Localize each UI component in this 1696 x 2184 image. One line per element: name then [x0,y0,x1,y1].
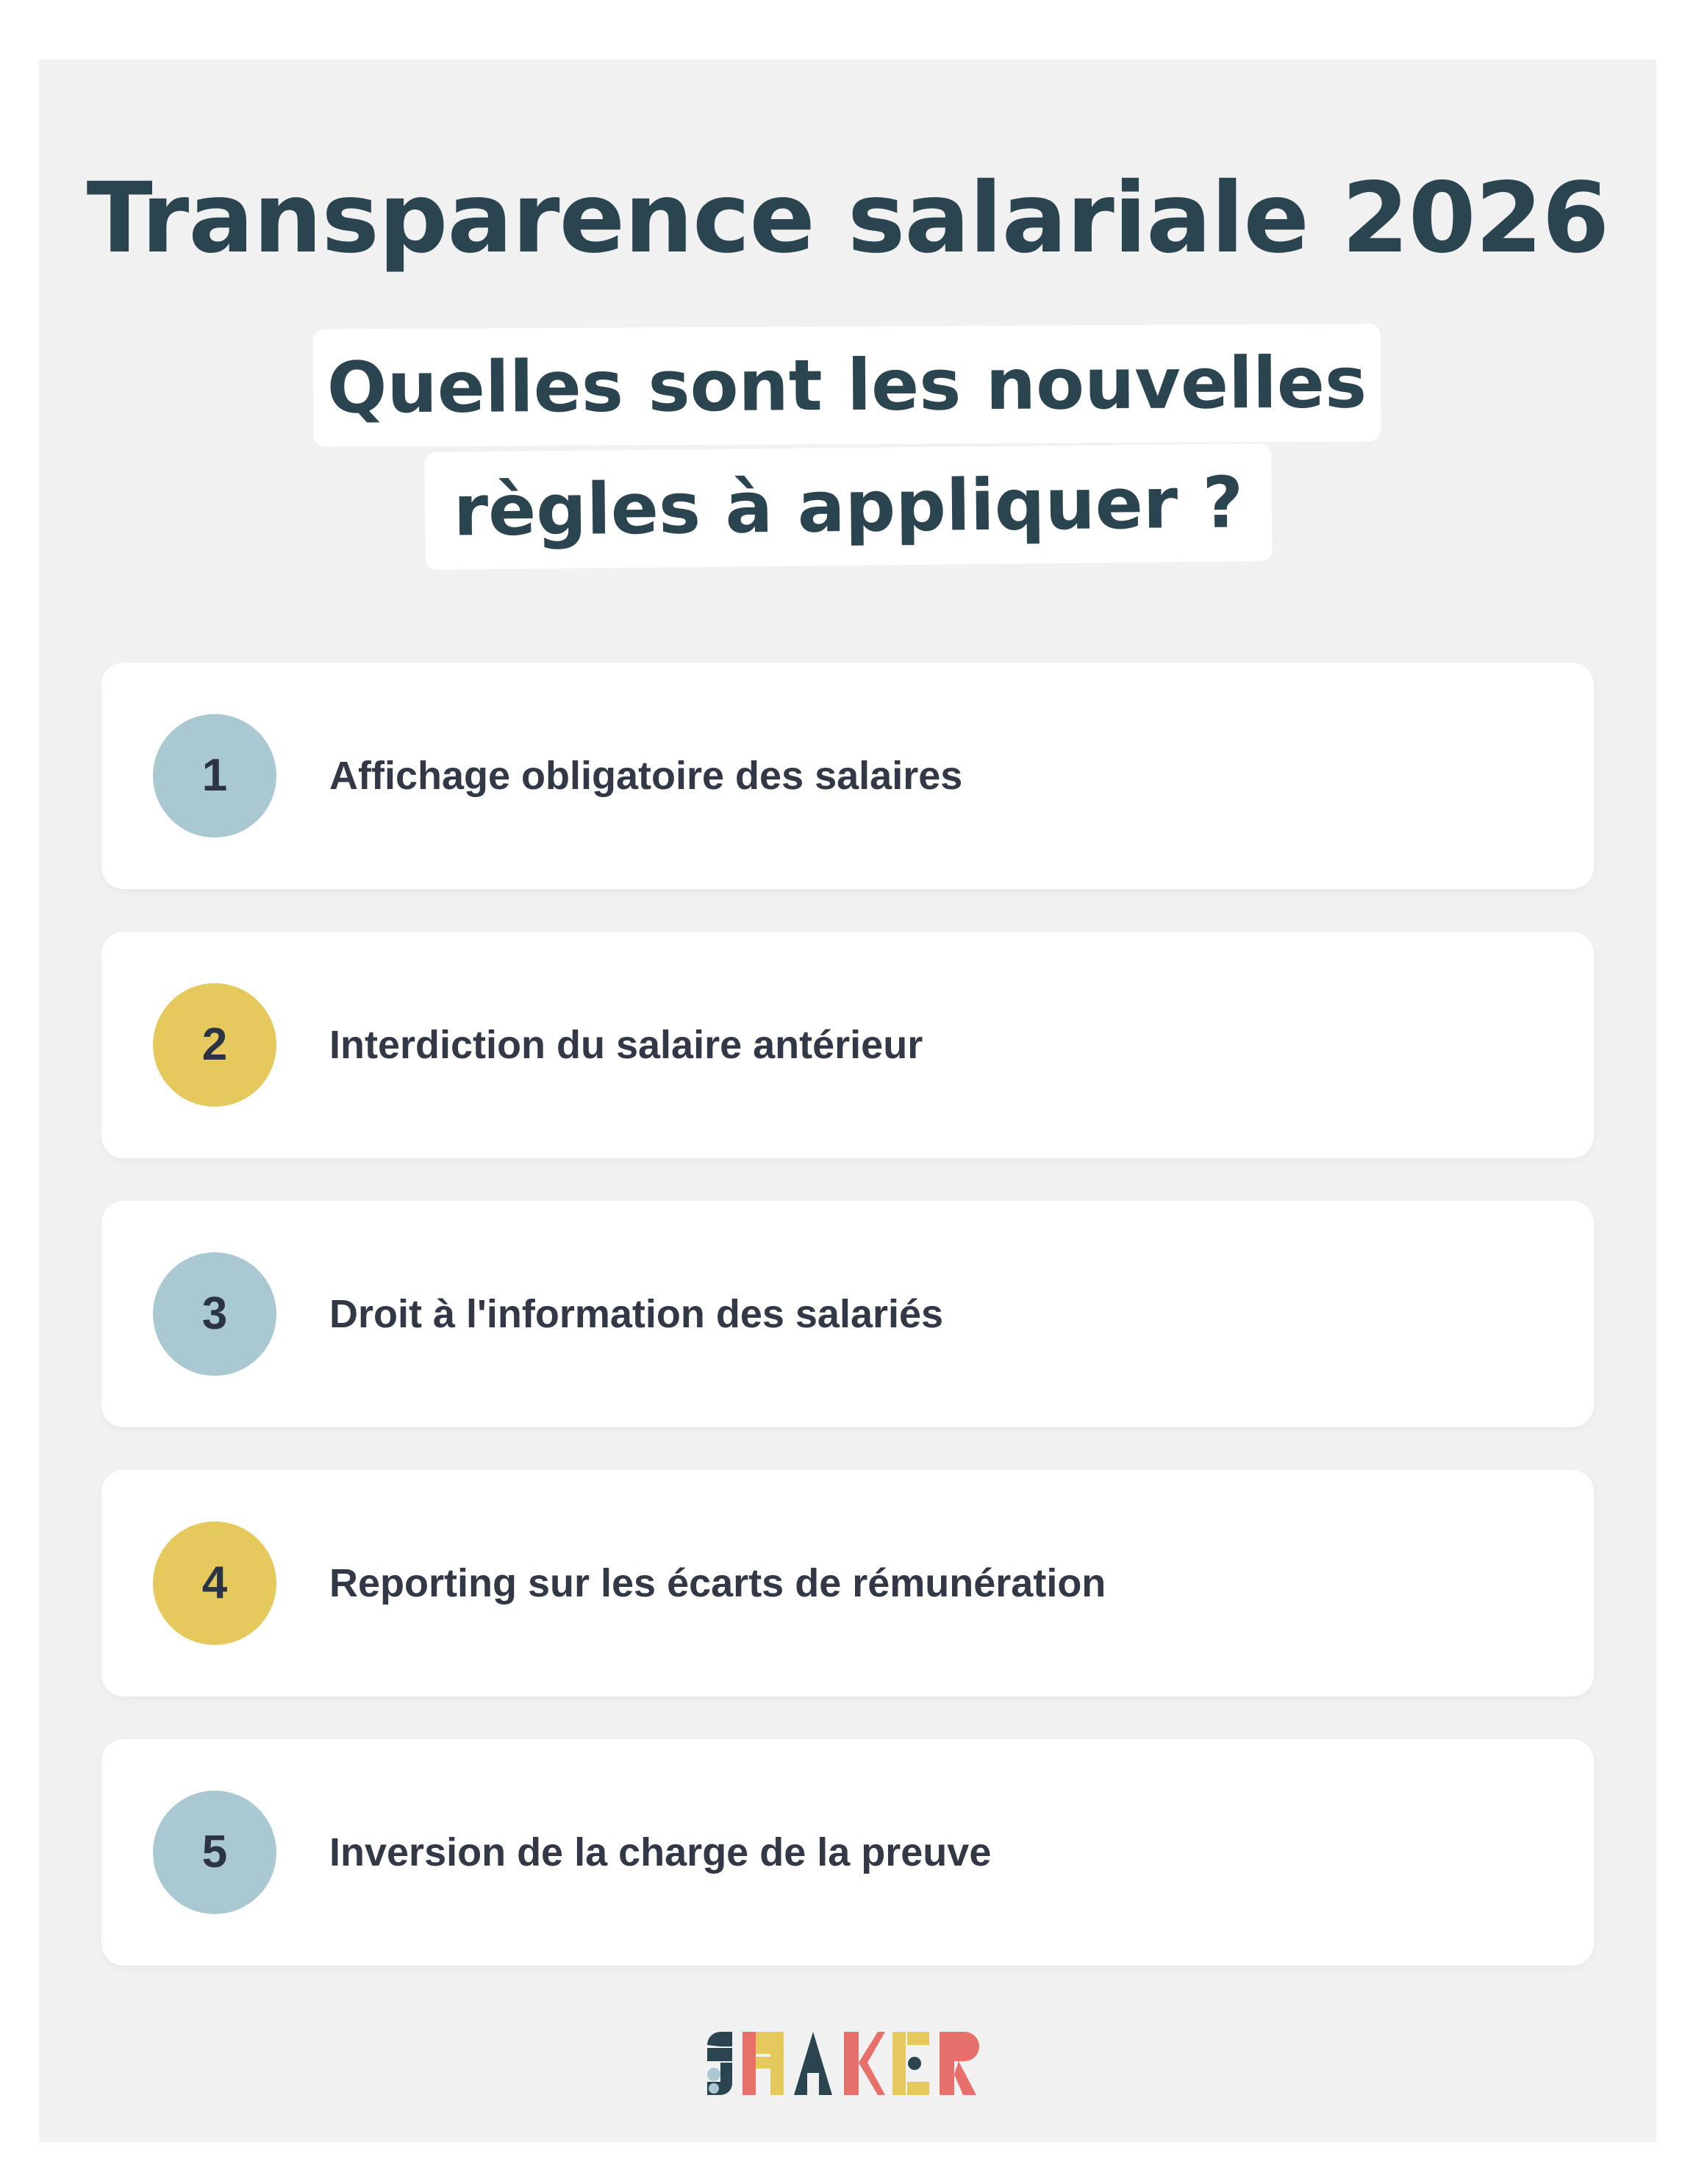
rule-card [101,1470,1594,1696]
rule-label: Reporting sur les écarts de rémunération [329,1561,1106,1605]
infographic-panel [39,60,1656,2142]
rule-card [101,663,1594,889]
rule-label: Inversion de la charge de la preuve [329,1830,992,1874]
rule-number-badge: 4 [153,1521,276,1645]
rule-card [101,932,1594,1158]
rule-card [101,1201,1594,1427]
rule-number-badge: 5 [153,1791,276,1914]
rule-number-badge: 3 [153,1252,276,1376]
rule-label: Affichage obligatoire des salaires [329,754,963,798]
page-title: Transparence salariale 2026 [86,162,1609,275]
rule-number-badge: 2 [153,983,276,1107]
shaker-logo [39,2030,1656,2104]
rule-label: Droit à l'information des salariés [329,1292,944,1336]
subtitle-line-1: Quelles sont les nouvelles [313,324,1381,447]
subtitle-line-2: règles à appliquer ? [424,443,1273,570]
rule-card [101,1739,1594,1966]
rule-label: Interdiction du salaire antérieur [329,1023,923,1067]
rule-number-badge: 1 [153,714,276,838]
shaker-logo-icon [704,2030,991,2096]
